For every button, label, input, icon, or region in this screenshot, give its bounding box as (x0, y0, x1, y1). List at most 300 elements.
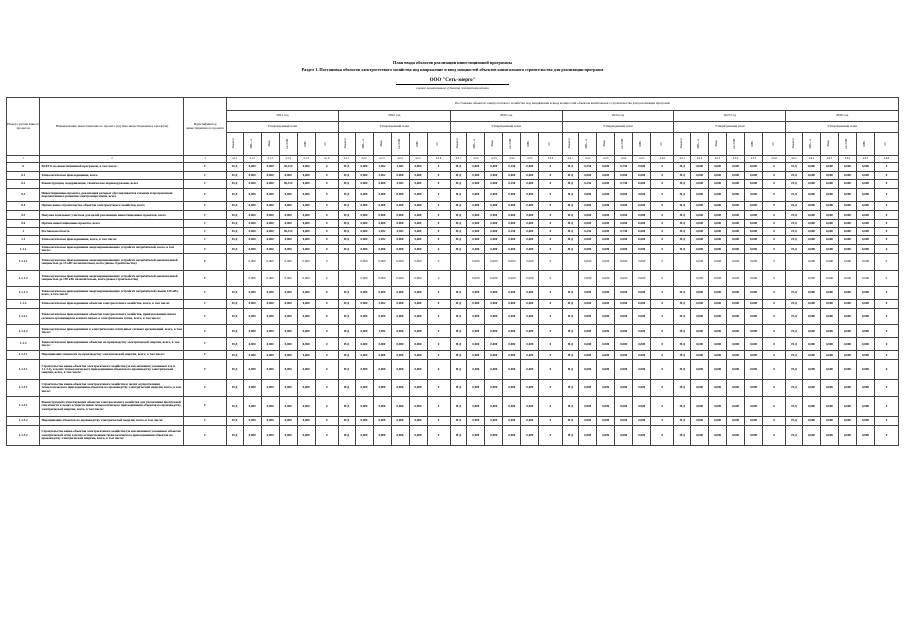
header-subcol (674, 133, 691, 156)
value-cell: Н.Д (674, 201, 691, 210)
value-cell: Н.Д (562, 172, 579, 180)
value-cell: 0,000 (709, 201, 727, 210)
value-cell: 0,000 (745, 235, 763, 244)
row-id: Г (184, 380, 226, 396)
value-cell: 0,000 (691, 351, 709, 360)
column-number: 4.3.6 (539, 156, 562, 163)
value-cell: 0,000 (521, 270, 539, 286)
value-cell: 0,000 (279, 351, 297, 360)
row-id: Г (184, 163, 226, 172)
header-subcol-label: км ЛЭП (397, 138, 401, 149)
value-cell: 0,000 (597, 172, 615, 180)
value-cell: 0,000 (802, 360, 820, 380)
value-cell: 0,000 (820, 325, 838, 338)
value-cell: 0,000 (503, 235, 521, 244)
value-cell: 0,000 (615, 220, 633, 228)
column-number: 4.1.6 (315, 156, 338, 163)
value-cell: Н.Д (786, 338, 803, 351)
value-cell: 0,000 (727, 201, 745, 210)
row-name: Технологическое присоединение, всего (40, 172, 184, 180)
value-cell: 0 (874, 172, 898, 180)
value-cell: 0,000 (391, 351, 409, 360)
value-cell (226, 254, 243, 270)
value-cell: 0,000 (485, 380, 503, 396)
table-row (7, 179, 899, 188)
value-cell: 0,000 (485, 351, 503, 360)
value-cell: 0,000 (409, 360, 427, 380)
investment-table (6, 97, 899, 446)
value-cell: 0,000 (691, 270, 709, 286)
row-id: Г (184, 172, 226, 180)
value-cell: 0,000 (503, 351, 521, 360)
row-name: Технологическое присоединение к электрическим сетям иных сетевых организаций, всего, в том числе: (40, 325, 184, 338)
column-number: 4.2.6 (427, 156, 450, 163)
value-cell: Н.Д (562, 416, 579, 425)
table-row (7, 351, 899, 360)
value-cell: 0,000 (261, 235, 279, 244)
value-cell: 0 (315, 309, 338, 325)
value-cell: 0 (651, 287, 674, 300)
row-number: 0.2 (7, 179, 40, 188)
value-cell: 0,000 (485, 287, 503, 300)
value-cell: 0,000 (633, 228, 651, 236)
value-cell: Н.Д (562, 309, 579, 325)
value-cell: 0,000 (485, 325, 503, 338)
row-id: Г (184, 360, 226, 380)
row-name: Технологическое присоединение, всего, в том числе: (40, 235, 184, 244)
value-cell: 0,000 (261, 163, 279, 172)
value-cell: 0,000 (579, 396, 597, 416)
value-cell: 0,000 (467, 416, 485, 425)
value-cell: 0,000 (745, 211, 763, 220)
header-plan: Утвержденный план (562, 122, 674, 133)
value-cell: 0,000 (727, 245, 745, 254)
value-cell: 0 (427, 211, 450, 220)
value-cell: 0,000 (579, 360, 597, 380)
table-row (7, 211, 899, 220)
table-row (7, 360, 899, 380)
value-cell: 0,250 (579, 163, 597, 172)
value-cell: 0,000 (373, 338, 391, 351)
value-cell: 0,000 (409, 211, 427, 220)
value-cell: 0,000 (838, 201, 856, 210)
value-cell: 0 (427, 179, 450, 188)
value-cell: Н.Д (338, 228, 355, 236)
value-cell: 0,000 (485, 309, 503, 325)
value-cell: Н.Д (562, 299, 579, 308)
value-cell: 0 (763, 325, 786, 338)
value-cell: 0,000 (297, 360, 315, 380)
value-cell: 0,000 (243, 245, 261, 254)
value-cell: 0 (763, 309, 786, 325)
value-cell: 0,000 (579, 380, 597, 396)
value-cell: 0,000 (745, 360, 763, 380)
header-subcol-label: Квартал (791, 138, 795, 149)
header-subcol (279, 133, 297, 156)
value-cell: 0 (315, 211, 338, 220)
value-cell: 0,750 (615, 163, 633, 172)
header-subcol (409, 133, 427, 156)
header-subcol-label: Квартал (232, 138, 236, 149)
value-cell: 0,000 (820, 396, 838, 416)
value-cell: 0,000 (373, 254, 391, 270)
value-cell: 0,000 (485, 360, 503, 380)
value-cell: Н.Д (338, 338, 355, 351)
value-cell: 0 (874, 245, 898, 254)
value-cell: 0,000 (838, 211, 856, 220)
value-cell: 0,000 (838, 189, 856, 202)
value-cell: 0,000 (820, 287, 838, 300)
value-cell: 0,000 (856, 360, 874, 380)
value-cell: 0,000 (521, 287, 539, 300)
value-cell: Н.Д (562, 338, 579, 351)
value-cell: 4,583 (391, 179, 409, 188)
header-year: 2021 год (226, 111, 338, 122)
value-cell: 0,000 (467, 380, 485, 396)
value-cell: 0,000 (745, 416, 763, 425)
value-cell: 0,000 (467, 163, 485, 172)
value-cell: Н.Д (226, 416, 243, 425)
value-cell: 0,000 (355, 416, 373, 425)
value-cell: 0,000 (709, 179, 727, 188)
value-cell: Н.Д (674, 425, 691, 445)
value-cell: 0,000 (615, 351, 633, 360)
value-cell: 0,000 (485, 220, 503, 228)
value-cell: 0 (539, 360, 562, 380)
value-cell: 0,000 (727, 254, 745, 270)
value-cell: 0 (539, 228, 562, 236)
value-cell: 0,000 (373, 416, 391, 425)
value-cell: 0,000 (409, 380, 427, 396)
value-cell: Н.Д (786, 380, 803, 396)
value-cell: 0,000 (279, 396, 297, 416)
value-cell: 0,000 (409, 220, 427, 228)
value-cell (562, 254, 579, 270)
value-cell: 0,000 (485, 270, 503, 286)
value-cell: 0,000 (467, 172, 485, 180)
value-cell: 0,000 (691, 425, 709, 445)
value-cell: 0 (763, 380, 786, 396)
value-cell: 0,000 (355, 287, 373, 300)
value-cell: 0,000 (579, 201, 597, 210)
value-cell: 0 (763, 163, 786, 172)
value-cell: 0,000 (691, 416, 709, 425)
value-cell: 0,000 (856, 325, 874, 338)
value-cell: 0,000 (633, 351, 651, 360)
value-cell: 0,000 (579, 235, 597, 244)
row-id: Г (184, 351, 226, 360)
column-number: 4.6.5 (856, 156, 874, 163)
value-cell: 0,000 (297, 201, 315, 210)
value-cell: 0,000 (373, 287, 391, 300)
header-subcol-label: Мвар (603, 140, 607, 147)
value-cell: 0,000 (503, 425, 521, 445)
value-cell: 0,000 (261, 360, 279, 380)
value-cell: 0,000 (261, 179, 279, 188)
value-cell: 0 (427, 425, 450, 445)
table-row (7, 380, 899, 396)
value-cell: 0,000 (521, 360, 539, 380)
value-cell: Н.Д (674, 338, 691, 351)
value-cell: 0,000 (467, 325, 485, 338)
value-cell: Н.Д (338, 351, 355, 360)
value-cell: 0,000 (856, 299, 874, 308)
value-cell: 0,000 (391, 299, 409, 308)
value-cell: 0,000 (579, 254, 597, 270)
value-cell: 0,000 (297, 245, 315, 254)
value-cell: 38,314 (279, 179, 297, 188)
value-cell: 0,000 (633, 360, 651, 380)
value-cell: 0,000 (856, 211, 874, 220)
value-cell: 0,000 (745, 309, 763, 325)
header-subcol-label: МВ×А (473, 138, 477, 148)
value-cell: 0 (315, 360, 338, 380)
value-cell: 0,000 (597, 254, 615, 270)
row-id: Г (184, 254, 226, 270)
value-cell: 0 (315, 325, 338, 338)
value-cell: 0 (539, 396, 562, 416)
value-cell: 0 (874, 396, 898, 416)
value-cell: 0,000 (709, 287, 727, 300)
value-cell: 0,000 (633, 425, 651, 445)
value-cell: 0,000 (615, 172, 633, 180)
value-cell: 0,000 (615, 189, 633, 202)
value-cell: 0,000 (579, 309, 597, 325)
value-cell: 0,750 (615, 228, 633, 236)
value-cell: 0,000 (745, 189, 763, 202)
value-cell: 0,000 (745, 228, 763, 236)
value-cell: 0,000 (521, 245, 539, 254)
column-number: 4.4.1 (562, 156, 579, 163)
value-cell: 0 (651, 338, 674, 351)
table-row (7, 270, 899, 286)
value-cell: 0,000 (838, 270, 856, 286)
value-cell: 0 (539, 179, 562, 188)
value-cell: 0,000 (279, 309, 297, 325)
value-cell: 0 (315, 396, 338, 416)
value-cell: 0,000 (391, 235, 409, 244)
column-number: 4.3.4 (503, 156, 521, 163)
value-cell: Н.Д (226, 309, 243, 325)
value-cell: 0,000 (709, 172, 727, 180)
header-subcol-label: Мвар (267, 140, 271, 147)
value-cell: 0,000 (745, 299, 763, 308)
value-cell: 0,000 (727, 172, 745, 180)
value-cell: 0,000 (485, 396, 503, 416)
value-cell: 0,000 (802, 416, 820, 425)
header-year: 2025 год (674, 111, 786, 122)
value-cell: 0,000 (691, 235, 709, 244)
value-cell: Н.Д (786, 211, 803, 220)
row-number: 1.1.3.2 (7, 416, 40, 425)
value-cell: 0,000 (579, 220, 597, 228)
value-cell: 0,000 (633, 179, 651, 188)
value-cell: 0,000 (409, 254, 427, 270)
value-cell: 0,000 (485, 425, 503, 445)
header-subcol-label: Мвар (715, 140, 719, 147)
header-subcol (691, 133, 709, 156)
table-row (7, 220, 899, 228)
value-cell: Н.Д (786, 309, 803, 325)
value-cell: Н.Д (562, 220, 579, 228)
value-cell: 0,000 (503, 325, 521, 338)
value-cell: 0,000 (391, 360, 409, 380)
value-cell: 0,000 (856, 228, 874, 236)
value-cell: 0,000 (279, 172, 297, 180)
value-cell: 0 (539, 325, 562, 338)
value-cell: 0,000 (485, 189, 503, 202)
value-cell: 0,000 (802, 163, 820, 172)
value-cell: 0,000 (243, 172, 261, 180)
column-number: 4.2.1 (338, 156, 355, 163)
value-cell: Н.Д (562, 189, 579, 202)
value-cell: 0,000 (355, 179, 373, 188)
header-subcol-label: шт (771, 141, 775, 146)
value-cell: Н.Д (226, 425, 243, 445)
value-cell: 0 (539, 380, 562, 396)
value-cell: 0,000 (856, 351, 874, 360)
value-cell: 0,000 (633, 235, 651, 244)
value-cell: 0,000 (633, 396, 651, 416)
header-subcol (597, 133, 615, 156)
value-cell: Н.Д (562, 179, 579, 188)
value-cell: 0,000 (503, 360, 521, 380)
value-cell: 0,000 (597, 325, 615, 338)
value-cell: 0,000 (521, 179, 539, 188)
value-cell: 0,000 (355, 254, 373, 270)
header-subcol-label: шт (547, 141, 551, 146)
value-cell: 0,000 (709, 254, 727, 270)
value-cell: 0 (539, 425, 562, 445)
row-name: Наращивание мощности по производству электрической энергии, всего, в том числе: (40, 351, 184, 360)
header-subcol (539, 133, 562, 156)
value-cell: 0,000 (485, 245, 503, 254)
value-cell: 0,000 (856, 309, 874, 325)
value-cell: 0,000 (615, 254, 633, 270)
value-cell: Н.Д (338, 172, 355, 180)
value-cell: 0,000 (802, 189, 820, 202)
value-cell: 0 (315, 338, 338, 351)
value-cell: 0,000 (838, 425, 856, 445)
value-cell: Н.Д (562, 287, 579, 300)
column-number: 4.6.1 (786, 156, 803, 163)
value-cell: 0,000 (802, 351, 820, 360)
value-cell: Н.Д (674, 235, 691, 244)
value-cell: 0,000 (391, 338, 409, 351)
value-cell: 0,000 (521, 425, 539, 445)
value-cell: Н.Д (450, 220, 467, 228)
value-cell: 0,000 (745, 201, 763, 210)
value-cell: Н.Д (226, 338, 243, 351)
row-id: Г (184, 287, 226, 300)
value-cell: 0,250 (503, 228, 521, 236)
header-subcol-label: Квартал (344, 138, 348, 149)
value-cell: 0,000 (633, 338, 651, 351)
value-cell: 0 (427, 360, 450, 380)
value-cell: 0 (651, 396, 674, 416)
column-number: 4.6.2 (802, 156, 820, 163)
value-cell: Н.Д (674, 179, 691, 188)
header-plan: Утвержденный план (786, 122, 899, 133)
value-cell: 0,000 (802, 338, 820, 351)
value-cell: 0,000 (838, 163, 856, 172)
value-cell: 0,000 (691, 309, 709, 325)
value-cell: Н.Д (786, 325, 803, 338)
value-cell: Н.Д (674, 189, 691, 202)
value-cell: 0 (763, 201, 786, 210)
value-cell: Н.Д (562, 235, 579, 244)
value-cell: 0 (763, 425, 786, 445)
value-cell: 0,000 (820, 211, 838, 220)
value-cell: 0,000 (838, 380, 856, 396)
value-cell: 0 (539, 299, 562, 308)
value-cell: 0,000 (261, 287, 279, 300)
value-cell: 0,000 (279, 220, 297, 228)
value-cell: 0,000 (261, 220, 279, 228)
value-cell: Н.Д (338, 309, 355, 325)
value-cell: 0,000 (838, 309, 856, 325)
value-cell: 0,000 (802, 228, 820, 236)
value-cell: 0 (315, 245, 338, 254)
value-cell: 0,000 (709, 220, 727, 228)
document-title: План ввода объектов реализации инвестиционной программы (393, 60, 512, 65)
value-cell: 0,000 (521, 396, 539, 416)
value-cell: 0,000 (355, 351, 373, 360)
section-title: Раздел 1. Постановка объектов электросетевого хозяйства под напряжение и ввод мощностей объектов капитального строительства для реализации программ (301, 67, 604, 72)
value-cell: 0,000 (633, 189, 651, 202)
value-cell: 0,000 (485, 228, 503, 236)
column-number: 4.2.3 (373, 156, 391, 163)
value-cell: 0,000 (820, 254, 838, 270)
value-cell: 0,000 (243, 287, 261, 300)
value-cell: Н.Д (786, 163, 803, 172)
value-cell: Н.Д (786, 179, 803, 188)
header-subcol-label: МВт (415, 140, 419, 147)
value-cell: 0,000 (856, 287, 874, 300)
row-id: Г (184, 179, 226, 188)
value-cell: 0,000 (838, 299, 856, 308)
value-cell: 0 (427, 351, 450, 360)
value-cell: Н.Д (450, 287, 467, 300)
value-cell: 0,000 (409, 245, 427, 254)
value-cell: 0 (651, 245, 674, 254)
value-cell: 3,092 (373, 172, 391, 180)
value-cell: 0,000 (261, 380, 279, 396)
header-subcol-label: МВт (303, 140, 307, 147)
value-cell: 0,000 (261, 416, 279, 425)
value-cell: Н.Д (562, 245, 579, 254)
value-cell: 0 (874, 416, 898, 425)
value-cell: 0,000 (597, 351, 615, 360)
value-cell: 0,000 (261, 245, 279, 254)
value-cell: 0,000 (243, 351, 261, 360)
value-cell: Н.Д (450, 228, 467, 236)
value-cell: 0,000 (279, 245, 297, 254)
value-cell: 0,000 (856, 416, 874, 425)
column-number: 4.3.1 (450, 156, 467, 163)
value-cell: Н.Д (450, 179, 467, 188)
value-cell: Н.Д (450, 201, 467, 210)
column-number: 4.6.6 (874, 156, 898, 163)
value-cell: 0,000 (691, 287, 709, 300)
value-cell: 0,000 (727, 228, 745, 236)
row-id: Г (184, 211, 226, 220)
value-cell: Н.Д (450, 163, 467, 172)
value-cell: 0,000 (820, 351, 838, 360)
value-cell: 0,000 (820, 416, 838, 425)
value-cell: 0,000 (467, 351, 485, 360)
value-cell: 0,000 (691, 245, 709, 254)
